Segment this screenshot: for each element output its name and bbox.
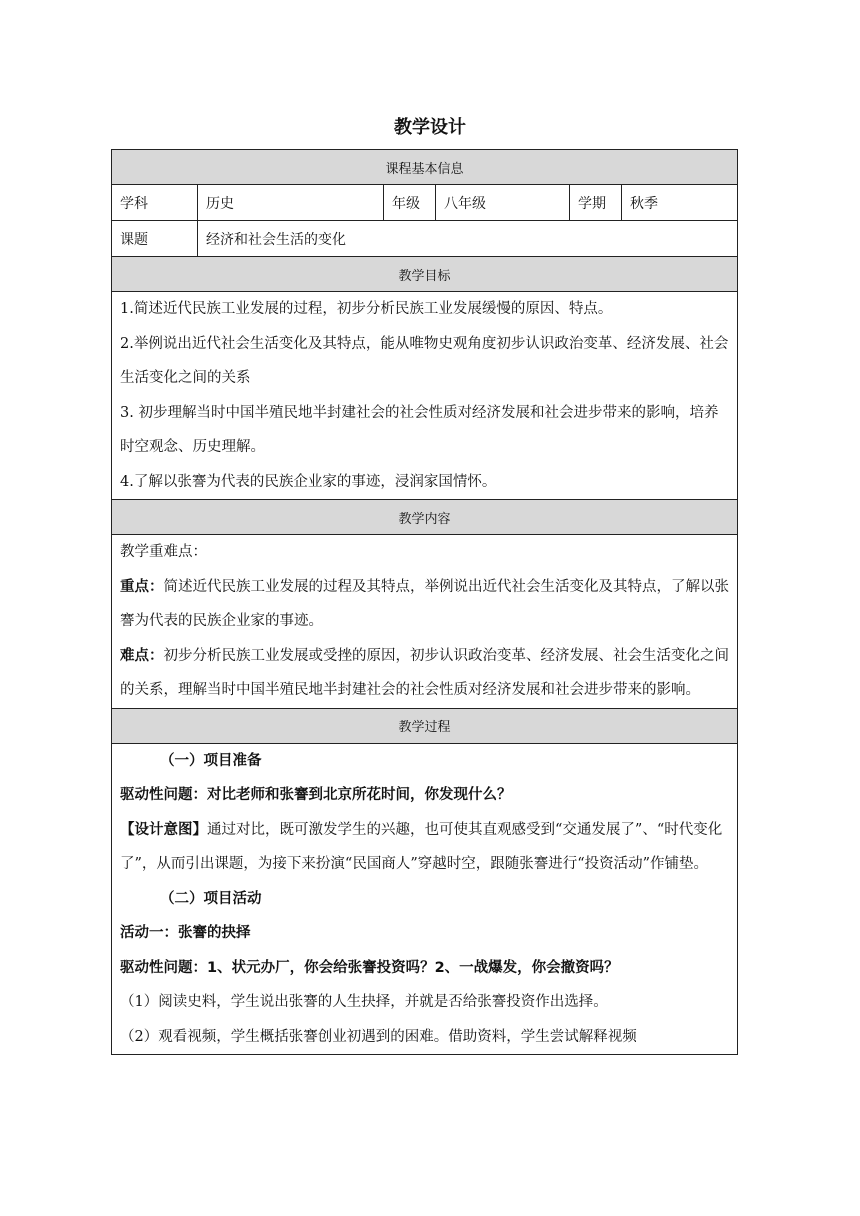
objective-item: 4.了解以张謇为代表的民族企业家的事迹，浸润家国情怀。: [120, 473, 497, 490]
term-value: 秋季: [622, 185, 738, 221]
objective-item: 1.简述近代民族工业发展的过程，初步分析民族工业发展缓慢的原因、特点。: [120, 301, 613, 317]
topic-row: [112, 221, 738, 257]
grade-value: 八年级: [436, 185, 570, 221]
subject-value: 历史: [198, 185, 384, 221]
section-project-preparation: （一）项目准备: [160, 752, 262, 769]
content-row: [112, 535, 738, 709]
objectives-header: 教学目标: [112, 257, 738, 292]
difficult-points-label: 难点：: [120, 647, 164, 664]
term-label: 学期: [570, 185, 622, 221]
subject-label: 学科: [112, 185, 198, 221]
objectives-cell: [112, 292, 738, 500]
key-points: [120, 570, 729, 639]
course-info-header: 课程基本信息: [112, 150, 738, 185]
process-cell: [112, 743, 738, 1055]
objectives-header-row: [112, 257, 738, 292]
key-points-label: 重点：: [120, 578, 164, 595]
topic-label: 课题: [112, 221, 198, 257]
activity-step-1: （1）阅读史料，学生说出张謇的人生抉择，并就是否给张謇投资作出选择。: [120, 994, 608, 1010]
difficult-points: [120, 639, 729, 708]
content-intro: 教学重难点：: [120, 544, 207, 560]
design-intent: [120, 813, 729, 882]
process-header-row: [112, 708, 738, 743]
activity-step-2: （2）观看视频，学生概括张謇创业初遇到的困难。借助资料，学生尝试解释视频: [120, 1028, 637, 1045]
grade-label: 年级: [384, 185, 436, 221]
content-cell: [112, 535, 738, 709]
driving-question-1: 驱动性问题：对比老师和张謇到北京所花时间，你发现什么？: [120, 787, 512, 803]
course-info-row: [112, 185, 738, 221]
content-header-row: [112, 500, 738, 535]
content-header: 教学内容: [112, 500, 738, 535]
lesson-plan-table: [111, 149, 738, 1055]
design-intent-label: 【设计意图】: [120, 821, 207, 838]
driving-question-2: 驱动性问题：1、状元办厂，你会给张謇投资吗？2、一战爆发，你会撤资吗？: [120, 959, 619, 976]
course-info-header-row: [112, 150, 738, 185]
topic-value: 经济和社会生活的变化: [198, 221, 738, 257]
page-title: 教学设计: [394, 117, 466, 138]
key-points-text: 简述近代民族工业发展的过程及其特点，举例说出近代社会生活变化及其特点，了解以张謇为代表的民族企业家的事迹。: [120, 578, 729, 629]
process-row: [112, 743, 738, 1055]
objective-item: 2.举例说出近代社会生活变化及其特点，能从唯物史观角度初步认识政治变革、经济发展、社会生活变化之间的关系: [120, 335, 729, 386]
objective-item: 3. 初步理解当时中国半殖民地半封建社会的社会性质对经济发展和社会进步带来的影响，培养时空观念、历史理解。: [120, 404, 719, 455]
objectives-row: [112, 292, 738, 500]
section-project-activity: （二）项目活动: [160, 890, 262, 907]
activity-one-title: 活动一：张謇的抉择: [120, 925, 251, 941]
difficult-points-text: 初步分析民族工业发展或受挫的原因，初步认识政治变革、经济发展、社会生活变化之间的关系，理解当时中国半殖民地半封建社会的社会性质对经济发展和社会进步带来的影响。: [120, 647, 729, 698]
design-intent-text: 通过对比，既可激发学生的兴趣，也可使其直观感受到“交通发展了”、“时代变化了”，从而引出课题，为接下来扮演“民国商人”穿越时空，跟随张謇进行“投资活动”作铺垫。: [120, 821, 723, 872]
process-header: 教学过程: [112, 708, 738, 743]
